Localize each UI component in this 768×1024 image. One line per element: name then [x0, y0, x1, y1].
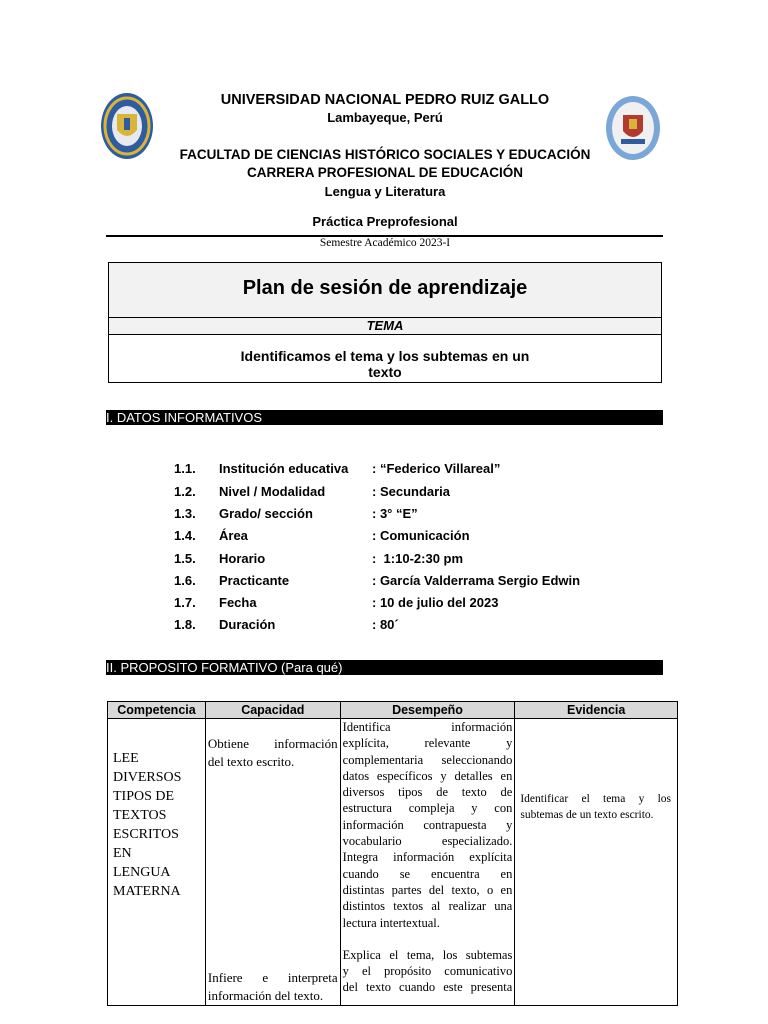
desempeno-line: estructura compleja y con [342, 801, 513, 816]
specialty-name: Lengua y Literatura [324, 184, 446, 199]
cell-desempeno [340, 719, 515, 1006]
info-num-6: 1.6. [174, 573, 196, 588]
desempeno-line: distintas partes del texto, o en [342, 882, 513, 897]
info-value-4: : Comunicación [372, 528, 470, 543]
faculty-name: FACULTAD DE CIENCIAS HISTÓRICO SOCIALES Y EDUCACIÓN [179, 147, 591, 162]
info-value-5: : 1:10-2:30 pm [372, 551, 464, 566]
competencia-line: MATERNA [113, 884, 181, 899]
info-label-7: Fecha [219, 595, 257, 610]
plan-box [108, 262, 662, 383]
section-proposito-formativo: II. PROPOSITO FORMATIVO (Para qué) [106, 660, 663, 675]
info-value-3: : 3° “E” [372, 506, 418, 521]
university-location: Lambayeque, Perú [327, 110, 443, 125]
capacidad-2-line: información del texto. [207, 988, 324, 1003]
header-evidencia: Evidencia [515, 702, 678, 719]
section-datos-informativos: I. DATOS INFORMATIVOS [106, 410, 663, 425]
competencia-line: LEE [113, 751, 139, 766]
practice-title: Práctica Preprofesional [312, 214, 458, 229]
info-value-6: : García Valderrama Sergio Edwin [372, 573, 581, 588]
desempeno-line: cuando se encuentra en [342, 866, 513, 881]
university-name: UNIVERSIDAD NACIONAL PEDRO RUIZ GALLO [220, 92, 550, 108]
info-value-7: : 10 de julio del 2023 [372, 595, 499, 610]
desempeno-line: explícita, relevante y [342, 736, 513, 751]
competencia-line: EN [113, 846, 132, 861]
capacidad-2-line: Infiere e interpreta [207, 970, 338, 985]
desempeno-line: Explica el tema, los subtemas [342, 947, 513, 962]
topic-line-2: texto [368, 364, 402, 380]
info-value-2: : Secundaria [372, 484, 451, 499]
info-value-8: : 80´ [372, 617, 399, 632]
desempeno-line: y el propósito comunicativo [342, 964, 513, 979]
info-num-2: 1.2. [174, 484, 196, 499]
cell-capacidad [205, 719, 340, 1006]
desempeno-line: diversos tipos de texto de [342, 785, 513, 800]
evidencia-line: subtemas de un texto escrito. [520, 809, 654, 821]
competencia-line: TIPOS DE [113, 789, 175, 804]
competencias-table [107, 701, 678, 1006]
evidencia-line: Identificar el tema y los [520, 793, 671, 805]
info-label-4: Área [219, 528, 248, 543]
header-desempeno: Desempeño [340, 702, 515, 719]
desempeno-line: complementaria seleccionando [342, 752, 513, 767]
info-num-5: 1.5. [174, 551, 196, 566]
info-label-5: Horario [219, 551, 266, 566]
desempeno-line: Integra información explícita [342, 850, 513, 865]
capacidad-1-line: Obtiene información [207, 736, 338, 751]
info-num-3: 1.3. [174, 506, 196, 521]
table-header-row [108, 702, 678, 719]
university-seal-left [100, 92, 154, 160]
tema-label: TEMA [366, 318, 404, 333]
header-capacidad: Capacidad [205, 702, 340, 719]
info-label-2: Nivel / Modalidad [219, 484, 326, 499]
career-name: CARRERA PROFESIONAL DE EDUCACIÓN [246, 165, 524, 180]
plan-title: Plan de sesión de aprendizaje [242, 277, 528, 299]
info-label-1: Institución educativa [219, 461, 349, 476]
info-label-8: Duración [219, 617, 276, 632]
competencia-line: DIVERSOS [113, 770, 182, 785]
desempeno-line: distintos textos al realizar una [342, 899, 513, 914]
cell-competencia [108, 719, 206, 1006]
competencia-line: TEXTOS [113, 808, 167, 823]
info-num-8: 1.8. [174, 617, 196, 632]
desempeno-line: del texto cuando este presenta [342, 980, 513, 995]
header-competencia: Competencia [108, 702, 206, 719]
info-value-1: : “Federico Villareal” [372, 461, 501, 476]
cell-evidencia [515, 719, 678, 1006]
topic-line-1: Identificamos el tema y los subtemas en un [240, 348, 530, 364]
semester-label: Semestre Académico 2023-I [319, 237, 451, 249]
desempeno-line: información contrapuesta y [342, 817, 513, 832]
desempeno-line: lectura intertextual. [342, 915, 440, 930]
capacidad-1-line: del texto escrito. [207, 754, 295, 769]
desempeno-line: vocabulario especializado. [342, 834, 513, 849]
desempeno-line: Identifica información [342, 720, 513, 734]
info-num-4: 1.4. [174, 528, 196, 543]
desempeno-line: datos específicos y detalles en [342, 768, 513, 783]
info-label-6: Practicante [219, 573, 290, 588]
competencia-line: ESCRITOS [113, 827, 179, 842]
info-label-3: Grado/ sección [219, 506, 313, 521]
competencia-line: LENGUA [113, 865, 171, 880]
info-num-7: 1.7. [174, 595, 196, 610]
info-num-1: 1.1. [174, 461, 196, 476]
table-row [108, 719, 678, 1006]
